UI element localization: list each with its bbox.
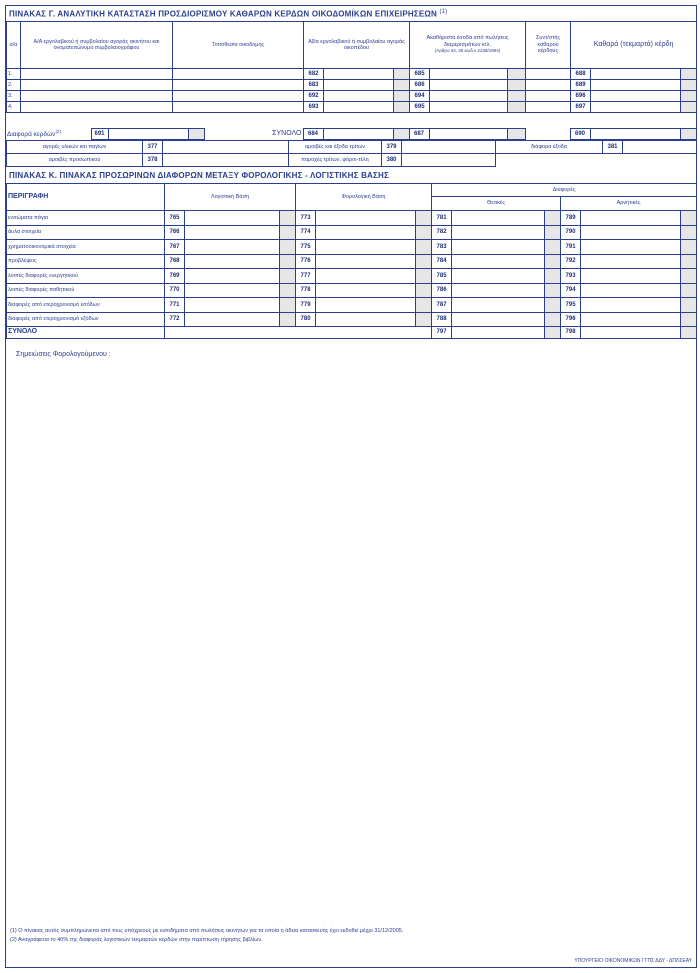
- cents-field[interactable]: [508, 102, 526, 113]
- total-label: ΣΥΝΟΛΟ: [7, 327, 165, 339]
- cents-field[interactable]: [416, 269, 432, 284]
- table-k-title: ΠΙΝΑΚΑΣ Κ. ΠΙΝΑΚΑΣ ΠΡΟΣΩΡΙΝΩΝ ΔΙΑΦΟΡΩΝ ΜΕΤΑΞΥ ΦΟΡΟΛΟΓΙΚΗΣ - ΛΟΓΙΣΤΙΚΗΣ ΒΑΣΗΣ: [9, 171, 390, 180]
- ministry-label: ΥΠΟΥΡΓΕΙΟ ΟΙΚΟΝΟΜΙΚΩΝ ΓΓΠΣ ΔΔΥ - ΔΠΛΣΕΑΥ: [574, 958, 692, 964]
- value-field[interactable]: [324, 91, 394, 102]
- cents-field[interactable]: [280, 312, 296, 327]
- field-code: 770: [165, 283, 185, 298]
- field-code: 778: [296, 283, 316, 298]
- field-code: 793: [561, 269, 581, 284]
- field-code: 686: [410, 80, 430, 91]
- table-total-row: [7, 327, 697, 339]
- field-code: 795: [561, 298, 581, 313]
- table-row: [7, 298, 697, 313]
- table-row: [7, 141, 697, 154]
- field-code: 785: [432, 269, 452, 284]
- field-code: 787: [432, 298, 452, 313]
- cents-field[interactable]: [545, 283, 561, 298]
- table-row: [7, 69, 697, 80]
- coef-field[interactable]: [526, 69, 571, 80]
- cents-field[interactable]: [416, 254, 432, 269]
- header-diffs: Διαφορές: [432, 184, 697, 197]
- tax-field[interactable]: [316, 269, 416, 284]
- cents-field[interactable]: [280, 211, 296, 226]
- value-field[interactable]: [324, 102, 394, 113]
- cents-field[interactable]: [416, 283, 432, 298]
- table-g-title-text: ΠΙΝΑΚΑΣ Γ. ΑΝΑΛΥΤΙΚΗ ΚΑΤΑΣΤΑΣΗ ΠΡΟΣΔΙΟΡΙΣΜΟΥ ΚΑΘΑΡΩΝ ΚΕΡΔΩΝ ΟΙΚΟΔΟΜΙΚΩΝ ΕΠΙΧΕΙΡΗΣΕΩΝ: [9, 9, 437, 19]
- cents-field[interactable]: [681, 254, 697, 269]
- cents-field[interactable]: [545, 312, 561, 327]
- positive-field[interactable]: [452, 240, 545, 255]
- value-field[interactable]: [324, 80, 394, 91]
- footnote-1: (1) Ο πίνακας αυτός συμπληρώνεται από τους υπόχρεους με εισοδήματα από πωλήσεις ακινήτων για τα οποία η άδεια κατασκευής έχει εκδοθεί μέχρι 31/12/2005.: [10, 928, 404, 934]
- header-coef: Συντ/στής καθαρού κέρδους: [526, 22, 571, 69]
- field-code: 771: [165, 298, 185, 313]
- cents-field[interactable]: [508, 91, 526, 102]
- field-code: 783: [432, 240, 452, 255]
- expense-field[interactable]: [402, 141, 496, 154]
- cents-field[interactable]: [394, 80, 410, 91]
- field-code: 780: [296, 312, 316, 327]
- accounting-field[interactable]: [185, 254, 280, 269]
- field-code: 782: [432, 225, 452, 240]
- contract-field[interactable]: [21, 69, 173, 80]
- coef-field[interactable]: [526, 91, 571, 102]
- field-code: 797: [432, 327, 452, 339]
- field-code: 794: [561, 283, 581, 298]
- header-gross-sub: (Άρθρο 34, 35 κωδ.ν.2238/1994): [434, 48, 501, 54]
- cents-field[interactable]: [416, 225, 432, 240]
- header-negative: Αρνητικές: [561, 197, 697, 211]
- expense-label: αμοιβές και έξοδα τρίτων: [289, 141, 382, 154]
- negative-field[interactable]: [581, 225, 681, 240]
- field-code: 693: [304, 102, 324, 113]
- row-number: 2.: [7, 80, 21, 91]
- total-value-field[interactable]: [323, 129, 393, 140]
- row-label: άυλα στοιχεία: [7, 225, 165, 240]
- field-code: 775: [296, 240, 316, 255]
- positive-field[interactable]: [452, 225, 545, 240]
- cents-field[interactable]: [545, 254, 561, 269]
- field-code: 784: [432, 254, 452, 269]
- field-code: 786: [432, 283, 452, 298]
- positive-field[interactable]: [452, 211, 545, 226]
- field-code: 781: [432, 211, 452, 226]
- field-code: 767: [165, 240, 185, 255]
- gross-field[interactable]: [430, 102, 508, 113]
- row-number: 4.: [7, 102, 21, 113]
- taxpayer-notes-area[interactable]: [14, 364, 688, 914]
- total-label: ΣΥΝΟΛΟ: [272, 129, 302, 137]
- cents-field[interactable]: [681, 327, 697, 339]
- row-number: 3.: [7, 91, 21, 102]
- table-row: [7, 154, 697, 167]
- form-page: [5, 5, 697, 968]
- table-row: [7, 283, 697, 298]
- cents-field[interactable]: [280, 240, 296, 255]
- location-field[interactable]: [173, 91, 304, 102]
- field-code: 379: [382, 141, 402, 154]
- negative-field[interactable]: [581, 254, 681, 269]
- coef-field[interactable]: [526, 80, 571, 91]
- taxpayer-notes-label: Σημειώσεις Φορολογούμενου :: [16, 351, 111, 358]
- expense-field[interactable]: [163, 141, 289, 154]
- cents-field[interactable]: [545, 269, 561, 284]
- field-code: 378: [143, 154, 163, 167]
- field-code: 377: [143, 141, 163, 154]
- expense-label: παροχές τρίτων, φόροι-τέλη: [289, 154, 382, 167]
- cents-field[interactable]: [545, 298, 561, 313]
- contract-field[interactable]: [21, 91, 173, 102]
- table-row: [7, 211, 697, 226]
- field-code: 694: [410, 91, 430, 102]
- table-g: [6, 21, 697, 113]
- contract-field[interactable]: [21, 80, 173, 91]
- field-code: 695: [410, 102, 430, 113]
- field-code: 691: [91, 129, 108, 140]
- field-code: 796: [561, 312, 581, 327]
- table-row: [7, 254, 697, 269]
- gross-field[interactable]: [430, 91, 508, 102]
- header-gross-text: Ακαθάριστα έσοδα από πωλήσεις διαμερισμάτων κτλ.: [426, 35, 509, 48]
- value-field[interactable]: [324, 69, 394, 80]
- row-label: λοιπές διαφορές παθητικού: [7, 283, 165, 298]
- total-gross-field[interactable]: [429, 129, 507, 140]
- cents-field[interactable]: [416, 211, 432, 226]
- field-code: 696: [571, 91, 591, 102]
- header-tax: Φορολογική Βάση: [296, 184, 432, 211]
- field-code: 697: [571, 102, 591, 113]
- cents-field[interactable]: [681, 80, 697, 91]
- field-code: 772: [165, 312, 185, 327]
- field-code: 381: [603, 141, 623, 154]
- field-code: 789: [561, 211, 581, 226]
- accounting-field[interactable]: [185, 312, 280, 327]
- cents-field[interactable]: [681, 312, 697, 327]
- field-code: 791: [561, 240, 581, 255]
- field-code: 683: [304, 80, 324, 91]
- cents-field[interactable]: [508, 69, 526, 80]
- tax-field[interactable]: [316, 225, 416, 240]
- accounting-field[interactable]: [185, 298, 280, 313]
- tax-field[interactable]: [316, 298, 416, 313]
- negative-field[interactable]: [581, 269, 681, 284]
- accounting-field[interactable]: [185, 225, 280, 240]
- total-positive-field[interactable]: [452, 327, 545, 339]
- table-g-total: [6, 128, 697, 140]
- positive-field[interactable]: [452, 312, 545, 327]
- table-row: [7, 102, 697, 113]
- row-label: διαφορές από ετεροχρονισμό εσόδων: [7, 298, 165, 313]
- field-code: 788: [432, 312, 452, 327]
- cents-field[interactable]: [188, 129, 204, 140]
- header-contract: Α/Α εργολαβικού ή συμβολαίου αγοράς ακινήτου και ονοματεπώνυμο συμβολαιογράφου: [21, 22, 173, 69]
- cents-field[interactable]: [280, 269, 296, 284]
- table-g-title-note: (1): [439, 9, 448, 15]
- field-code: 692: [304, 91, 324, 102]
- header-positive: Θετικές: [432, 197, 561, 211]
- empty-cell: [165, 327, 432, 339]
- net-field[interactable]: [591, 91, 681, 102]
- expense-field[interactable]: [402, 154, 496, 167]
- cents-field[interactable]: [416, 298, 432, 313]
- row-label: ενσώματα πάγια: [7, 211, 165, 226]
- tax-field[interactable]: [316, 254, 416, 269]
- cents-field[interactable]: [394, 91, 410, 102]
- field-code: 792: [561, 254, 581, 269]
- expense-field[interactable]: [623, 141, 697, 154]
- field-code: 688: [571, 69, 591, 80]
- row-label: χρηματοοικονομικά στοιχεία: [7, 240, 165, 255]
- net-field[interactable]: [591, 80, 681, 91]
- field-code: 773: [296, 211, 316, 226]
- expense-label: αμοιβές προσωπικού: [7, 154, 143, 167]
- header-location: Τοποθεσία οικοδομής: [173, 22, 304, 69]
- cents-field[interactable]: [416, 240, 432, 255]
- cents-field[interactable]: [681, 102, 697, 113]
- cents-field[interactable]: [416, 312, 432, 327]
- field-code: 685: [410, 69, 430, 80]
- field-code: 687: [409, 129, 429, 140]
- table-row: [7, 91, 697, 102]
- positive-field[interactable]: [452, 254, 545, 269]
- row-label: λοιπές διαφορές ενεργητικού: [7, 269, 165, 284]
- cents-field[interactable]: [681, 211, 697, 226]
- cents-field[interactable]: [507, 129, 525, 140]
- field-code: 684: [303, 129, 323, 140]
- row-number: 1.: [7, 69, 21, 80]
- accounting-field[interactable]: [185, 240, 280, 255]
- cents-field[interactable]: [680, 129, 696, 140]
- table-g-title: [9, 9, 447, 19]
- empty-cell: [496, 154, 697, 167]
- table-row: [7, 225, 697, 240]
- gross-field[interactable]: [430, 80, 508, 91]
- field-code: 790: [561, 225, 581, 240]
- gross-field[interactable]: [430, 69, 508, 80]
- field-code: 776: [296, 254, 316, 269]
- header-accounting: Λογιστική Βάση: [165, 184, 296, 211]
- net-field[interactable]: [591, 69, 681, 80]
- cents-field[interactable]: [508, 80, 526, 91]
- accounting-field[interactable]: [185, 211, 280, 226]
- table-row: [7, 80, 697, 91]
- location-field[interactable]: [173, 80, 304, 91]
- field-code: 769: [165, 269, 185, 284]
- header-gross: [410, 22, 526, 69]
- tax-field[interactable]: [316, 283, 416, 298]
- field-code: 682: [304, 69, 324, 80]
- negative-field[interactable]: [581, 283, 681, 298]
- footnote-2: (2) Αναγράφεται το 40% της διαφοράς λογιστικών τεκμαρτών κερδών στην περίπτωση τήρησης βιβλίων.: [10, 937, 263, 943]
- diff-label-note: (2): [55, 129, 61, 135]
- diff-field[interactable]: [108, 129, 188, 140]
- tax-field[interactable]: [316, 312, 416, 327]
- field-code: 768: [165, 254, 185, 269]
- diff-label: [6, 129, 91, 140]
- cents-field[interactable]: [681, 69, 697, 80]
- field-code: 766: [165, 225, 185, 240]
- field-code: 798: [561, 327, 581, 339]
- cents-field[interactable]: [280, 283, 296, 298]
- cents-field[interactable]: [280, 298, 296, 313]
- cents-field[interactable]: [681, 225, 697, 240]
- header-value: Αξία εργολαβικού ή συμβολαίου αγοράς οικοπέδου: [304, 22, 410, 69]
- table-g-expenses: [6, 140, 697, 167]
- cents-field[interactable]: [681, 269, 697, 284]
- cents-field[interactable]: [393, 129, 409, 140]
- field-code: 380: [382, 154, 402, 167]
- cents-field[interactable]: [394, 102, 410, 113]
- cents-field[interactable]: [545, 225, 561, 240]
- field-code: 690: [570, 129, 590, 140]
- positive-field[interactable]: [452, 298, 545, 313]
- row-label: διαφορές από ετεροχρονισμό εξόδων: [7, 312, 165, 327]
- header-aa: α/α: [7, 22, 21, 69]
- field-code: 779: [296, 298, 316, 313]
- total-negative-field[interactable]: [581, 327, 681, 339]
- cents-field[interactable]: [681, 283, 697, 298]
- negative-field[interactable]: [581, 312, 681, 327]
- tax-field[interactable]: [316, 211, 416, 226]
- expense-label: αγορές υλικών και παγίων: [7, 141, 143, 154]
- net-field[interactable]: [591, 102, 681, 113]
- row-label: προβλέψεις: [7, 254, 165, 269]
- cents-field[interactable]: [280, 254, 296, 269]
- tax-field[interactable]: [316, 240, 416, 255]
- cents-field[interactable]: [681, 91, 697, 102]
- cents-field[interactable]: [545, 211, 561, 226]
- table-k: [6, 183, 697, 339]
- cents-field[interactable]: [545, 240, 561, 255]
- table-row: [7, 312, 697, 327]
- cents-field[interactable]: [681, 298, 697, 313]
- header-desc: ΠΕΡΙΓΡΑΦΗ: [7, 184, 165, 211]
- negative-field[interactable]: [581, 211, 681, 226]
- field-code: 774: [296, 225, 316, 240]
- contract-field[interactable]: [21, 102, 173, 113]
- cents-field[interactable]: [545, 327, 561, 339]
- field-code: 777: [296, 269, 316, 284]
- expense-field[interactable]: [163, 154, 289, 167]
- accounting-field[interactable]: [185, 283, 280, 298]
- positive-field[interactable]: [452, 269, 545, 284]
- accounting-field[interactable]: [185, 269, 280, 284]
- location-field[interactable]: [173, 102, 304, 113]
- positive-field[interactable]: [452, 283, 545, 298]
- coef-field[interactable]: [526, 102, 571, 113]
- header-net: Καθαρά (τεκμαρτά) κέρδη: [571, 22, 697, 69]
- cents-field[interactable]: [394, 69, 410, 80]
- table-row: [7, 240, 697, 255]
- negative-field[interactable]: [581, 240, 681, 255]
- diff-label-text: Διαφορά κερδών: [7, 131, 56, 139]
- spacer: [525, 129, 570, 140]
- cents-field[interactable]: [280, 225, 296, 240]
- field-code: 765: [165, 211, 185, 226]
- cents-field[interactable]: [681, 240, 697, 255]
- table-row: [7, 269, 697, 284]
- negative-field[interactable]: [581, 298, 681, 313]
- total-net-field[interactable]: [590, 129, 680, 140]
- location-field[interactable]: [173, 69, 304, 80]
- expense-label: διάφορα έξοδα: [496, 141, 603, 154]
- field-code: 689: [571, 80, 591, 91]
